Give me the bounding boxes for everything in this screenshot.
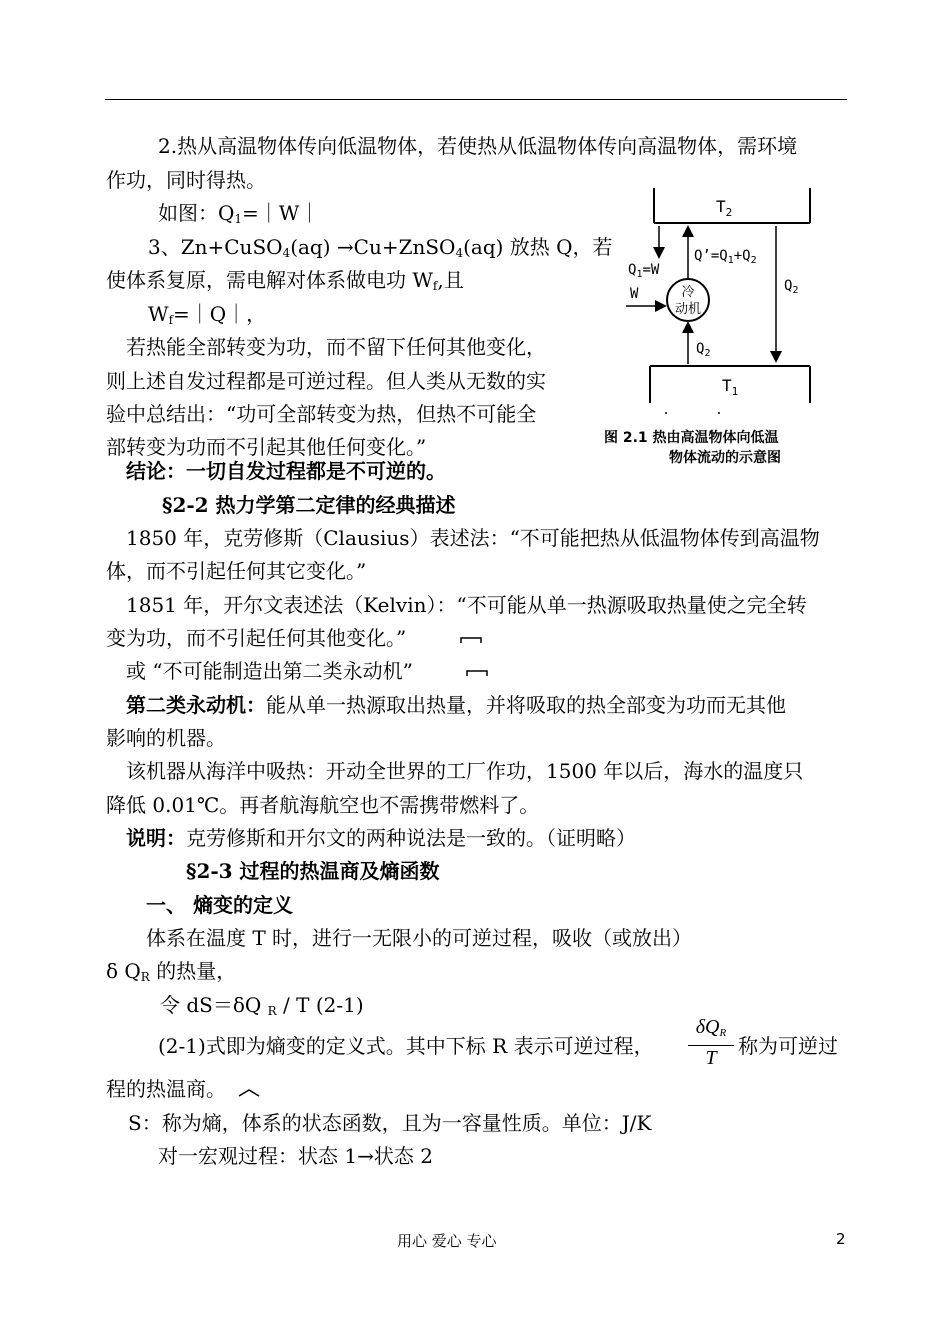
paragraph-line: 体，而不引起任何其它变化。” [106, 559, 367, 583]
paragraph-line: S：称为熵，体系的状态函数，且为一容量性质。单位：J/K [128, 1111, 652, 1135]
paragraph-line: 则上述自发过程都是可逆过程。但人类从无数的实 [106, 369, 546, 393]
engine-label: 动机 [674, 302, 702, 317]
paragraph-line: 程的热温商。 [106, 1077, 226, 1101]
t1-label: $T_1$ [722, 376, 739, 398]
paragraph-line: 使体系复原，需电解对体系做电功 $W_f$,且 [106, 268, 464, 293]
paragraph-line: (2-1)式即为熵变的定义式。其中下标 R 表示可逆过程， [158, 1034, 654, 1058]
paragraph-line: 影响的机器。 [106, 726, 226, 750]
paragraph-line: 降低 0.01℃。再者航海航空也不需携带燃料了。 [106, 793, 540, 817]
edit-mark [466, 669, 488, 677]
header-rule [105, 99, 847, 100]
heat-temperature-fraction: $\delta Q_R$ T [688, 1016, 734, 1069]
edit-mark [238, 1089, 260, 1097]
subsection-heading: 一、 熵变的定义 [146, 893, 293, 917]
q-prime-label: $Q’=Q_1+Q_2$ [694, 248, 757, 266]
paragraph-line: 1850 年，克劳修斯（Clausius）表述法：“不可能把热从低温物体传到高温物 [126, 526, 820, 550]
paragraph-line: 对一宏观过程：状态 1→状态 2 [158, 1144, 433, 1168]
q2-bottom-label: $Q_2$ [696, 341, 711, 359]
paragraph-line: 该机器从海洋中吸热：开动全世界的工厂作功，1500 年以后，海水的温度只 [126, 759, 804, 783]
paragraph-line: 3、Zn+CuSO$_4$(aq) →Cu+ZnSO$_4$(aq) 放热 Q，若 [148, 235, 613, 260]
w-label: W [630, 286, 639, 302]
paragraph-line: 1851 年，开尔文表述法（Kelvin）：“不可能从单一热源吸取热量使之完全转 [126, 593, 807, 617]
conclusion-line: 结论：一切自发过程都是不可逆的。 [126, 459, 446, 483]
edit-mark [460, 636, 482, 644]
paragraph-line: 或 “不可能制造出第二类永动机” [126, 659, 413, 683]
paragraph-line: 称为可逆过 [738, 1034, 838, 1058]
paragraph-line: 作功，同时得热。 [106, 168, 266, 192]
t2-label: $T_2$ [716, 197, 733, 219]
paragraph-line: 第二类永动机：能从单一热源取出热量，并将吸取的热全部变为功而无其他 [126, 693, 786, 717]
paragraph-line: $W_f=|Q|$， [148, 302, 267, 327]
paragraph-line: 2.热从高温物体传向低温物体，若使热从低温物体传向高温物体，需环境 [158, 134, 798, 158]
page-number: 2 [836, 1230, 846, 1248]
section-heading: §2-2 热力学第二定律的经典描述 [162, 493, 456, 517]
paragraph-line: 若热能全部转变为功，而不留下任何其他变化， [126, 335, 546, 359]
paragraph-line: δ $Q_R$ 的热量， [106, 959, 237, 984]
heat-flow-figure [604, 188, 849, 473]
figure-caption: 图 2.1 热由高温物体向低温 物体流动的示意图 [604, 430, 781, 466]
paragraph-line: 说明：克劳修斯和开尔文的两种说法是一致的。（证明略） [126, 826, 636, 850]
paragraph-line: 如图：$Q_1=|W|$ [158, 201, 320, 226]
heat-engine-diagram [604, 188, 849, 428]
footer-motto: 用心 爱心 专心 [397, 1232, 497, 1250]
paragraph-line: 变为功，而不引起任何其他变化。” [106, 626, 407, 650]
q1-equals-w-label: $Q_1=W$ [628, 262, 660, 280]
paragraph-line: 验中总结出：“功可全部转变为热，但热不可能全 [106, 402, 537, 426]
section-heading: §2-3 过程的热温商及熵函数 [186, 859, 440, 883]
equation-line: 令 dS＝δQ $_R$ / T (2-1) [160, 993, 364, 1018]
q2-right-label: $Q_2$ [784, 278, 799, 296]
engine-label: 冷 [681, 285, 695, 300]
paragraph-line: 体系在温度 T 时，进行一无限小的可逆过程，吸收（或放出） [146, 926, 693, 950]
paragraph-line: 部转变为功而不引起其他任何变化。” [106, 435, 427, 459]
